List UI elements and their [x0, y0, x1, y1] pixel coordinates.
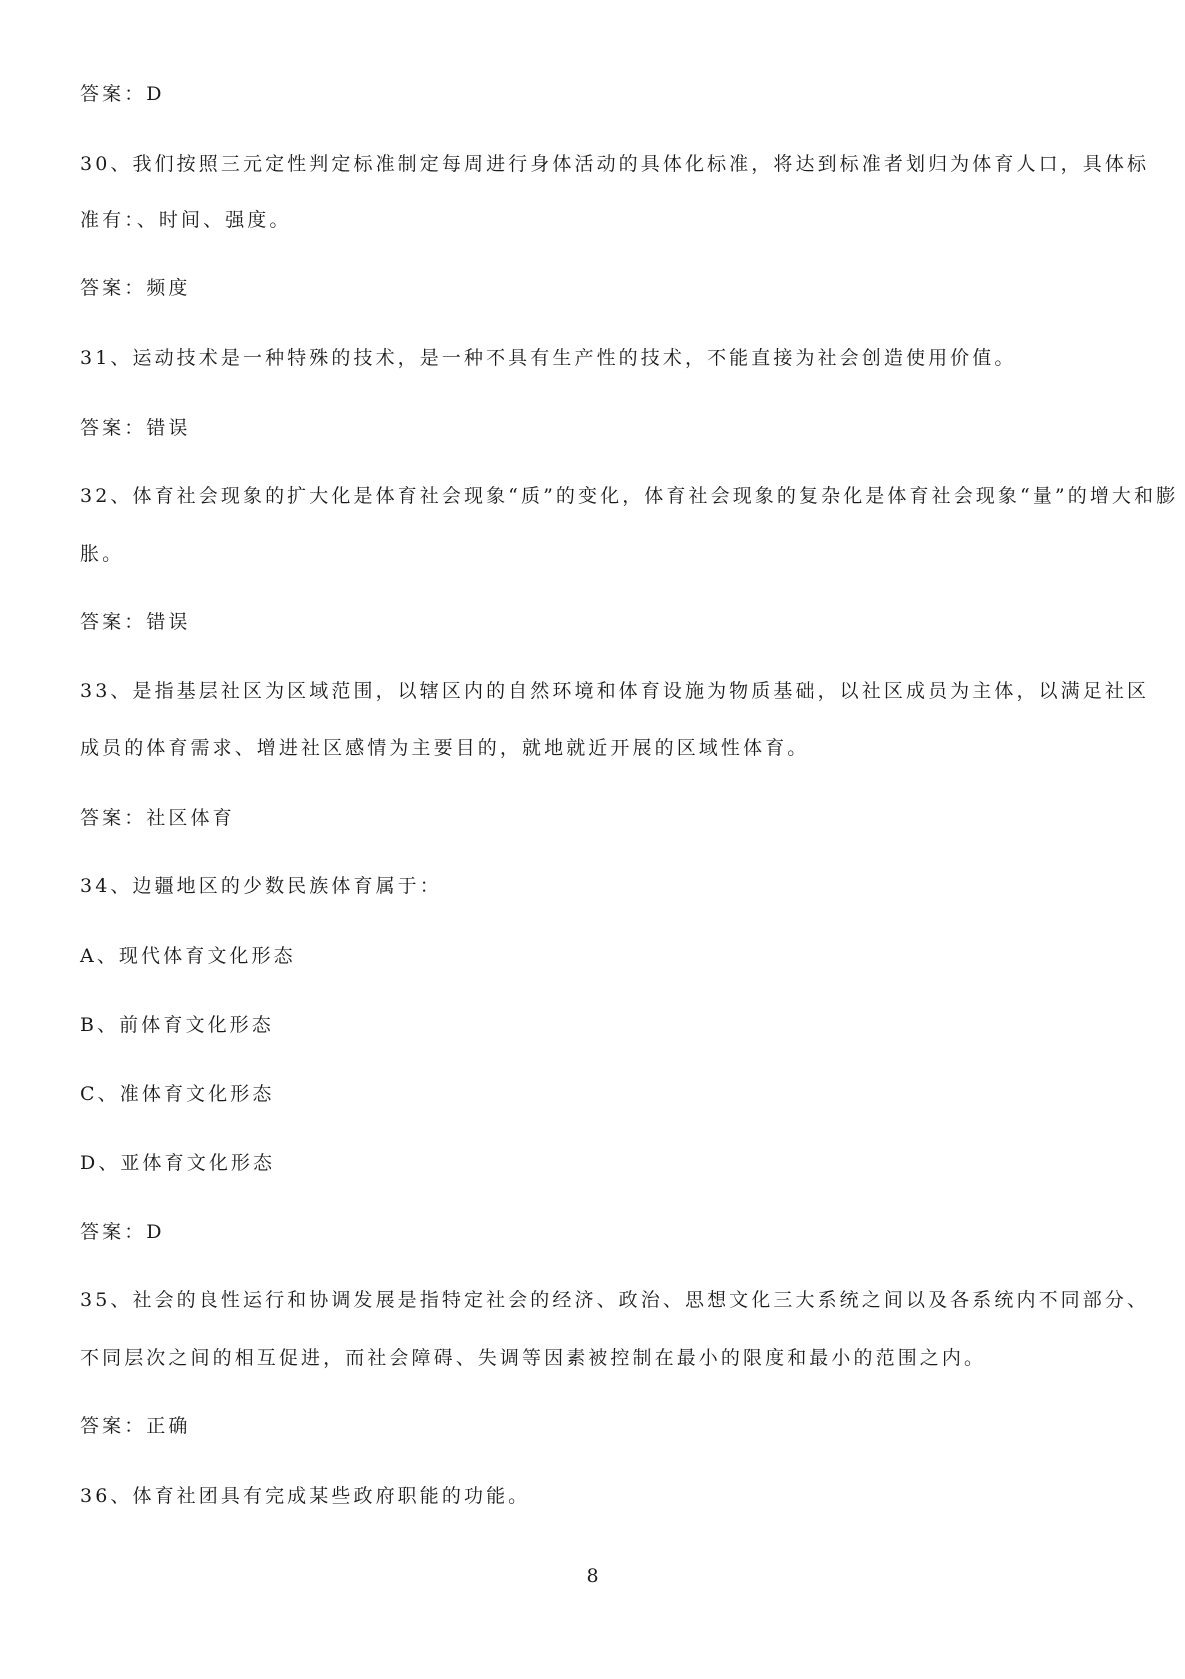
answer-33: 答案：社区体育: [80, 807, 235, 829]
answer-30: 答案：频度: [80, 277, 191, 299]
question-32-line-1: 32、体育社会现象的扩大化是体育社会现象“质”的变化，体育社会现象的复杂化是体育社会现象“量”的增大和膨: [80, 485, 1179, 507]
option-d: D、亚体育文化形态: [80, 1152, 276, 1174]
answer-35: 答案：正确: [80, 1415, 191, 1437]
question-34: 34、边疆地区的少数民族体育属于：: [80, 875, 442, 897]
answer-32: 答案：错误: [80, 611, 191, 633]
question-30-line-2: 准有：、时间、强度。: [80, 209, 292, 231]
option-c: C、准体育文化形态: [80, 1083, 275, 1105]
option-a: A、现代体育文化形态: [80, 945, 296, 967]
question-33-line-1: 33、是指基层社区为区域范围，以辖区内的自然环境和体育设施为物质基础，以社区成员为主体，以满足社区: [80, 680, 1150, 702]
question-35-line-1: 35、社会的良性运行和协调发展是指特定社会的经济、政治、思想文化三大系统之间以及各系统内不同部分、: [80, 1289, 1150, 1311]
page-number: 8: [586, 1565, 599, 1587]
question-36: 36、体育社团具有完成某些政府职能的功能。: [80, 1485, 531, 1507]
question-32-line-2: 胀。: [80, 543, 125, 565]
option-b: B、前体育文化形态: [80, 1014, 274, 1036]
answer-34: 答案：D: [80, 1221, 165, 1243]
question-31: 31、运动技术是一种特殊的技术，是一种不具有生产性的技术，不能直接为社会创造使用价值。: [80, 347, 1017, 369]
answer-29: 答案：D: [80, 83, 165, 105]
question-30-line-1: 30、我们按照三元定性判定标准制定每周进行身体活动的具体化标准，将达到标准者划归为体育人口，具体标: [80, 153, 1150, 175]
question-33-line-2: 成员的体育需求、增进社区感情为主要目的，就地就近开展的区域性体育。: [80, 737, 810, 759]
question-35-line-2: 不同层次之间的相互促进，而社会障碍、失调等因素被控制在最小的限度和最小的范围之内。: [80, 1347, 987, 1369]
answer-31: 答案：错误: [80, 417, 191, 439]
